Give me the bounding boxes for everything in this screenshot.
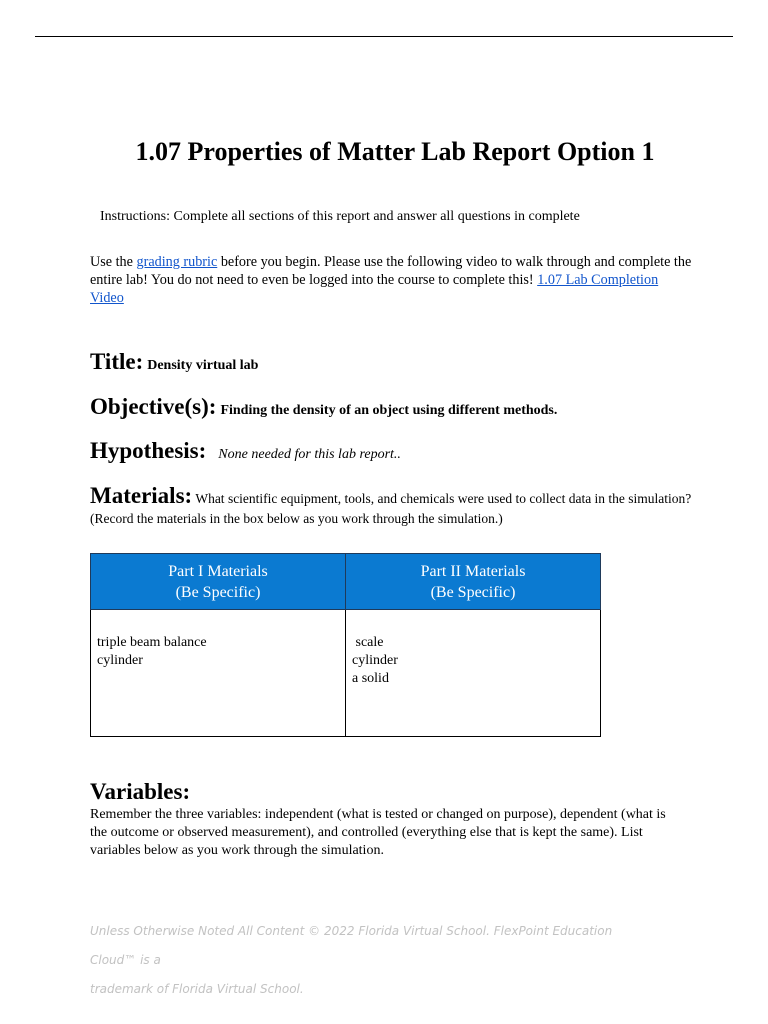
part2-header	[346, 554, 601, 610]
part2-header-title: Part II Materials	[420, 562, 526, 580]
part1-materials-cell[interactable]	[91, 610, 346, 737]
materials-section	[90, 482, 700, 528]
materials-table-body-row	[91, 610, 601, 737]
part2-material-item: a solid	[352, 671, 389, 686]
intro-text-before-link: Use the	[90, 254, 137, 270]
part2-material-item: cylinder	[352, 653, 398, 668]
part1-material-item: triple beam balance	[97, 635, 207, 650]
hypothesis-value: None needed for this lab report..	[218, 447, 401, 462]
title-heading: Title:	[90, 349, 144, 374]
lab-completion-video-link[interactable]: 1.07 Lab Completion Video	[90, 272, 659, 306]
materials-table	[90, 553, 601, 737]
materials-description: What scientific equipment, tools, and chemicals were used to collect data in the simulation? (Record the materials in the box below as you work through the simulation.)	[90, 491, 692, 526]
materials-table-header-row	[91, 554, 601, 610]
variables-section	[90, 778, 700, 860]
materials-heading: Materials:	[90, 483, 193, 508]
intro-text-after-link: before you begin. Please use the following video to walk through and complete the entire lab! You do not need to even be logged into the course to complete this!	[90, 254, 692, 288]
hypothesis-heading: Hypothesis:	[90, 438, 207, 463]
objective-heading: Objective(s):	[90, 394, 217, 419]
intro-paragraph	[90, 253, 695, 307]
footer-line-2: trademark of Florida Virtual School.	[90, 982, 304, 996]
footer-line-1: Unless Otherwise Noted All Content © 2022 Florida Virtual School. FlexPoint Education Cloud™ is a	[90, 924, 613, 967]
part1-header	[91, 554, 346, 610]
part1-material-item: cylinder	[97, 653, 143, 668]
copyright-footer	[90, 917, 650, 1004]
part1-header-subtitle: (Be Specific)	[175, 583, 261, 601]
objective-section	[90, 394, 700, 420]
grading-rubric-link[interactable]: grading rubric	[136, 254, 218, 270]
variables-heading: Variables:	[90, 779, 191, 804]
part2-materials-cell[interactable]	[346, 610, 601, 737]
part2-header-subtitle: (Be Specific)	[430, 583, 516, 601]
document-title: 1.07 Properties of Matter Lab Report Option 1	[135, 137, 655, 166]
top-horizontal-rule	[35, 36, 733, 37]
title-section	[90, 349, 700, 375]
part2-material-item: scale	[352, 635, 384, 650]
objective-value: Finding the density of an object using different methods.	[220, 403, 558, 418]
part1-header-title: Part I Materials	[168, 562, 268, 580]
variables-description: Remember the three variables: independent (what is tested or changed on purpose), dependent (what is the outcome or observed measurement), and controlled (everything else that is kept the same). List variables below as you work through the simulation.	[90, 807, 666, 858]
instructions-text: Instructions: Complete all sections of this report and answer all questions in complete	[100, 209, 580, 224]
hypothesis-section	[90, 438, 700, 464]
title-value: Density virtual lab	[147, 358, 259, 373]
